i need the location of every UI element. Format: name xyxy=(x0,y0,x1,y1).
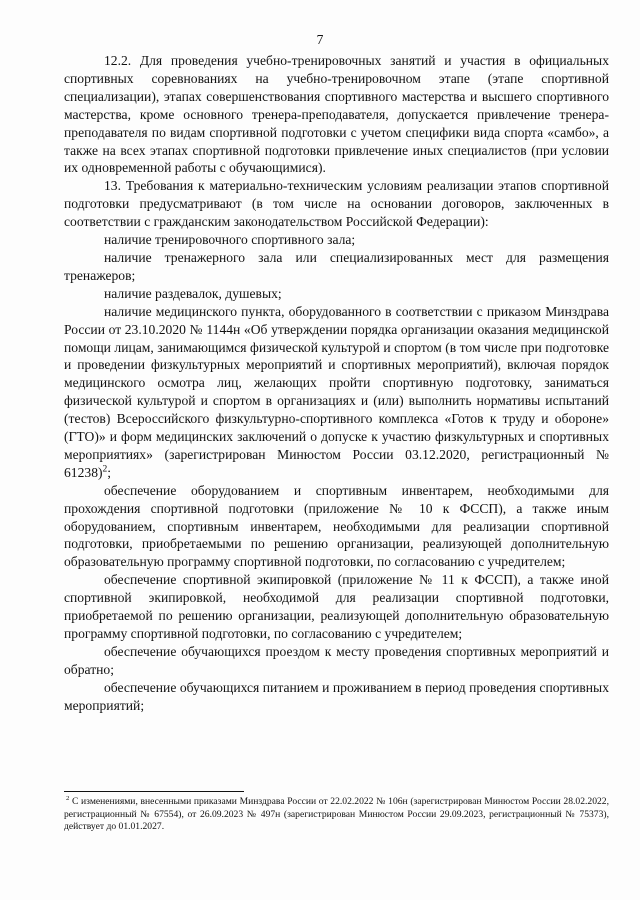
document-body xyxy=(64,52,609,715)
paragraph-12-2: 12.2. Для проведения учебно-тренировочных занятий и участия в официальных спортивных соревнованиях на учебно-тренировочном этапе (этапе спортивной специализации), этапах совершенствования спортивного мастерства и высшего спортивного мастерства, кроме основного тренера-преподавателя, допускается привлечение тренера-преподавателя по видам спортивной подготовки с учетом специфики вида спорта «самбо», а также на всех этапах спортивной подготовки привлечение иных специалистов (при условии их одновременной работы с обучающимися). xyxy=(64,53,609,176)
footnote xyxy=(64,796,609,834)
footnote-reference[interactable]: 2 xyxy=(102,464,108,475)
requirement-gym: наличие тренажерного зала или специализированных мест для размещения тренажеров; xyxy=(64,249,609,283)
footnote-divider xyxy=(64,791,244,792)
medical-point-text: наличие медицинского пункта, оборудованного в соответствии с приказом Минздрава России от 23.10.2020 № 1144н «Об утверждении порядка организации оказания медицинской помощи лицам, занимающимся физической культурой и спортом (в том числе при подготовке и проведении физкультурных мероприятий и спортивных мероприятий), включая порядок медицинского осмотра лиц, желающих пройти спортивную подготовку, заниматься физической культурой и спортом в организациях и (или) выполнить нормативы испытаний (тестов) Всероссийского физкультурно-спортивного комплекса «Готов к труду и обороне» (ГТО)» и форм медицинских заключений о допуске к участию физкультурных и спортивных мероприятиях» (зарегистрирован Минюстом России 03.12.2020, регистрационный № 61238) xyxy=(64,303,609,480)
requirement-locker-rooms: наличие раздевалок, душевых; xyxy=(104,285,282,301)
footnote-mark: 2 xyxy=(66,794,70,802)
footnote-body: С изменениями, внесенными приказами Минздрава России от 22.02.2022 № 106н (зарегистрирован Минюстом России 28.02.2022, регистрационный № 67554), от 26.09.2023 № 497н (зарегистрирован Минюстом России 29.09.2023, регистрационный № 75373), действует до 01.01.2027. xyxy=(64,796,609,833)
medical-point-suffix: ; xyxy=(107,464,112,480)
paragraph-13: 13. Требования к материально-техническим условиям реализации этапов спортивной подготовки предусматривают (в том числе на основании договоров, заключенных в соответствии с гражданским законодательством Российской Федерации): xyxy=(64,178,609,230)
requirement-equipment: обеспечение оборудованием и спортивным инвентарем, необходимыми для прохождения спортивной подготовки (приложение № 10 к ФССП), а также иным оборудованием, спортивным инвентарем, необходимыми для реализации спортивной подготовки, приобретаемыми по решению организации, реализующей дополнительную образовательную программу спортивной подготовки, по согласованию с учредителем; xyxy=(64,482,609,570)
requirement-travel: обеспечение обучающихся проездом к месту проведения спортивных мероприятий и обратно; xyxy=(64,643,609,677)
requirement-training-hall: наличие тренировочного спортивного зала; xyxy=(104,232,356,248)
requirement-medical-point xyxy=(64,303,609,482)
requirement-sports-gear: обеспечение спортивной экипировкой (приложение № 11 к ФССП), а также иной спортивной экипировкой, необходимой для реализации спортивной подготовки, приобретаемой по решению организации, реализующей дополнительную образовательную программу спортивной подготовки, по согласованию с учредителем; xyxy=(64,572,609,641)
requirement-meals-lodging: обеспечение обучающихся питанием и проживанием в период проведения спортивных мероприятий; xyxy=(64,679,609,713)
footnote-text xyxy=(64,796,609,834)
page-number: 7 xyxy=(316,32,324,47)
